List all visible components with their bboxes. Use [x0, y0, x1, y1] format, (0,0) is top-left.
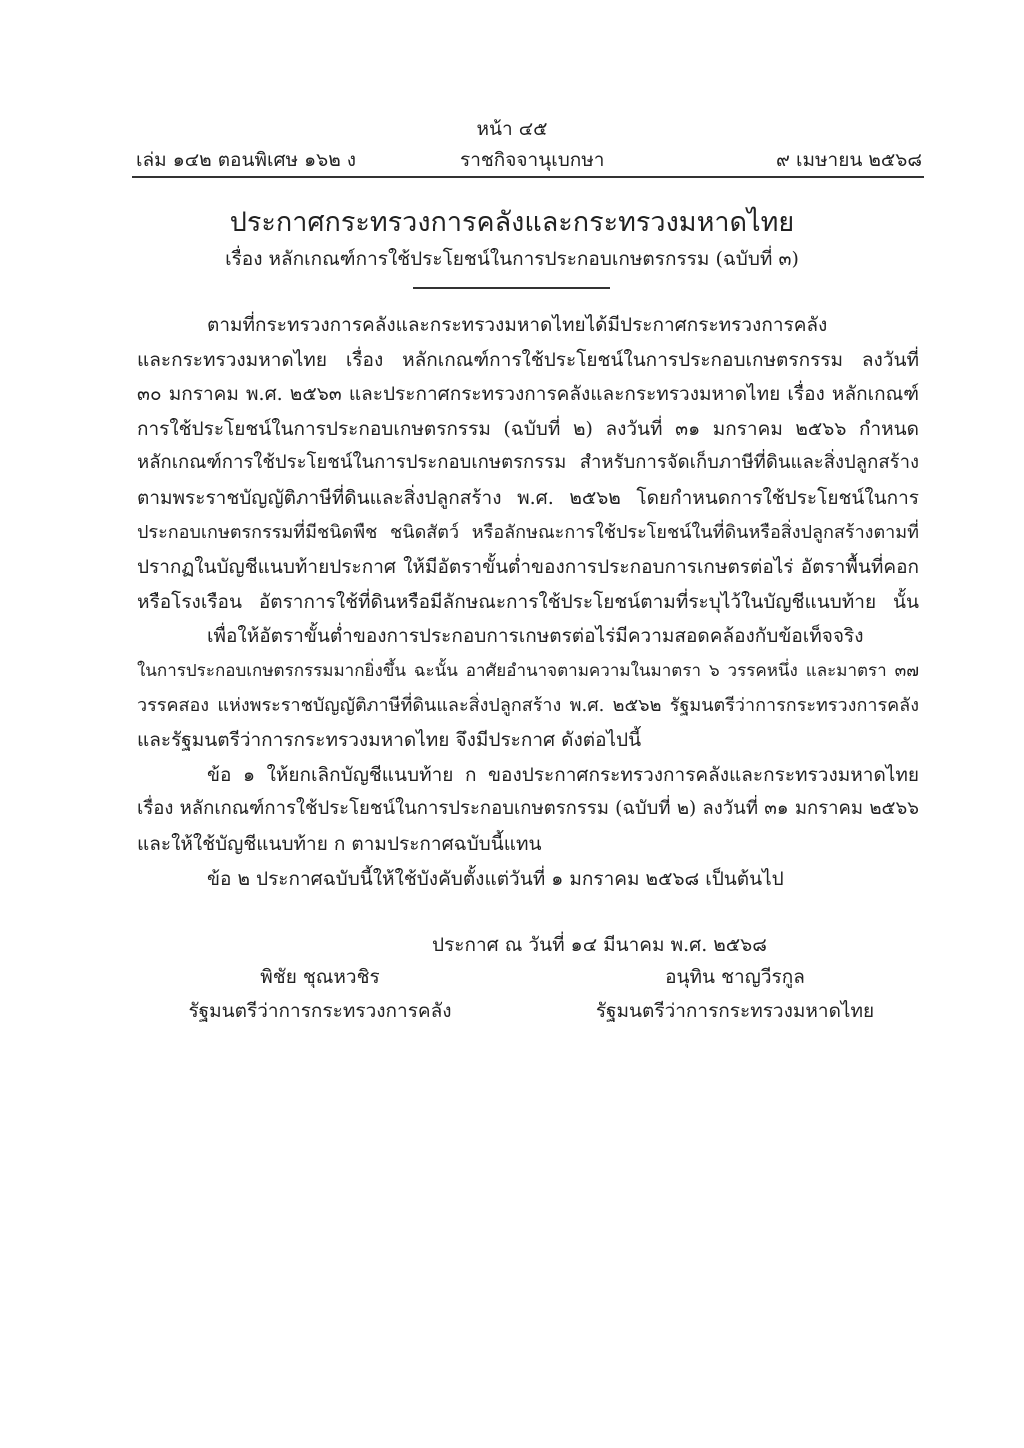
text-line: การใช้ประโยชน์ในการประกอบเกษตรกรรม (ฉบับที่ ๒) ลงวันที่ ๓๑ มกราคม ๒๕๖๖ กำหนด	[137, 417, 919, 440]
header-divider	[132, 176, 924, 178]
paragraph-clause-2	[137, 862, 919, 897]
title-divider	[413, 287, 610, 289]
text-line: และรัฐมนตรีว่าการกระทรวงมหาดไทย จึงมีประกาศ ดังต่อไปนี้	[137, 729, 642, 752]
paragraph-clause-1	[137, 758, 919, 862]
signatory-name: พิชัย ชุณหวชิร	[260, 966, 380, 988]
text-line: เรื่อง หลักเกณฑ์การใช้ประโยชน์ในการประกอบเกษตรกรรม (ฉบับที่ ๒) ลงวันที่ ๓๑ มกราคม ๒๕๖๖	[137, 798, 919, 820]
signatory-position: รัฐมนตรีว่าการกระทรวงการคลัง	[188, 1000, 452, 1022]
publication-date: ๙ เมษายน ๒๕๖๘	[776, 149, 922, 171]
signature-interior-minister	[590, 960, 880, 1028]
paragraph-preamble	[137, 308, 919, 619]
text-line: หรือโรงเรือน อัตราการใช้ที่ดินหรือมีลักษณะการใช้ประโยชน์ตามที่ระบุไว้ในบัญชีแนบท้าย นั้น	[137, 590, 919, 613]
signatory-position: รัฐมนตรีว่าการกระทรวงมหาดไทย	[595, 1000, 875, 1022]
proclamation-date: ประกาศ ณ วันที่ ๑๔ มีนาคม พ.ศ. ๒๕๖๘	[432, 934, 767, 956]
text-line: ๓๐ มกราคม พ.ศ. ๒๕๖๓ และประกาศกระทรวงการคลังและกระทรวงมหาดไทย เรื่อง หลักเกณฑ์	[137, 383, 919, 406]
announcement-title: ประกาศกระทรวงการคลังและกระทรวงมหาดไทย	[229, 207, 795, 238]
paragraph-authority	[137, 619, 919, 757]
text-line: ปรากฏในบัญชีแนบท้ายประกาศ ให้มีอัตราขั้นต่ำของการประกอบการเกษตรต่อไร่ อัตราพื้นที่คอก	[137, 556, 919, 579]
text-line: ประกอบเกษตรกรรมที่มีชนิดพืช ชนิดสัตว์ หรือลักษณะการใช้ประโยชน์ในที่ดินหรือสิ่งปลูกสร้างตามที่	[137, 521, 919, 543]
text-line: ข้อ ๒ ประกาศฉบับนี้ให้ใช้บังคับตั้งแต่วันที่ ๑ มกราคม ๒๕๖๘ เป็นต้นไป	[207, 867, 784, 890]
text-line: วรรคสอง แห่งพระราชบัญญัติภาษีที่ดินและสิ่งปลูกสร้าง พ.ศ. ๒๕๖๒ รัฐมนตรีว่าการกระทรวงการคลัง	[137, 694, 919, 716]
signature-finance-minister	[180, 960, 460, 1028]
text-line: ตามที่กระทรวงการคลังและกระทรวงมหาดไทยได้มีประกาศกระทรวงการคลัง	[207, 314, 828, 336]
text-line: และให้ใช้บัญชีแนบท้าย ก ตามประกาศฉบับนี้แทน	[137, 832, 542, 855]
gazette-name: ราชกิจจานุเบกษา	[460, 149, 605, 171]
page-number: หน้า ๔๕	[476, 118, 548, 140]
text-line: ตามพระราชบัญญัติภาษีที่ดินและสิ่งปลูกสร้าง พ.ศ. ๒๕๖๒ โดยกำหนดการใช้ประโยชน์ในการ	[137, 486, 919, 509]
text-line: และกระทรวงมหาดไทย เรื่อง หลักเกณฑ์การใช้ประโยชน์ในการประกอบเกษตรกรรม ลงวันที่	[137, 348, 919, 371]
signatory-name: อนุทิน ชาญวีรกูล	[665, 966, 805, 988]
text-line: ในการประกอบเกษตรกรรมมากยิ่งขึ้น ฉะนั้น อาศัยอำนาจตามความในมาตรา ๖ วรรคหนึ่ง และมาตรา ๓๗	[137, 660, 919, 681]
announcement-body	[137, 308, 919, 896]
text-line: เพื่อให้อัตราขั้นต่ำของการประกอบการเกษตรต่อไร่มีความสอดคล้องกับข้อเท็จจริง	[207, 625, 864, 648]
text-line: ข้อ ๑ ให้ยกเลิกบัญชีแนบท้าย ก ของประกาศกระทรวงการคลังและกระทรวงมหาดไทย	[207, 763, 919, 786]
text-line: หลักเกณฑ์การใช้ประโยชน์ในการประกอบเกษตรกรรม สำหรับการจัดเก็บภาษีที่ดินและสิ่งปลูกสร้าง	[137, 452, 919, 474]
announcement-subject: เรื่อง หลักเกณฑ์การใช้ประโยชน์ในการประกอบเกษตรกรรม (ฉบับที่ ๓)	[225, 248, 799, 270]
gazette-header	[136, 145, 922, 173]
volume-info: เล่ม ๑๔๒ ตอนพิเศษ ๑๖๒ ง	[136, 149, 357, 171]
